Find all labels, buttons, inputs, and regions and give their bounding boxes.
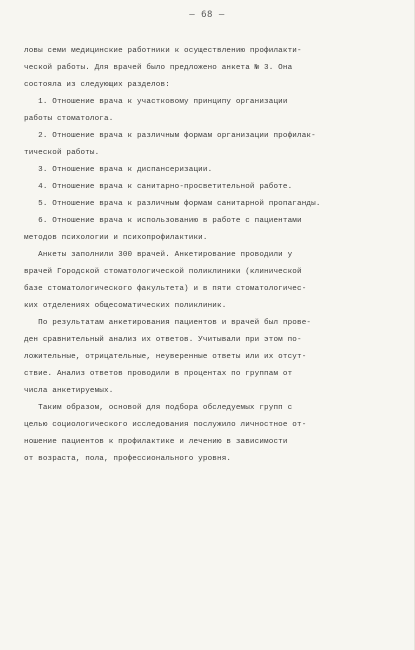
text-line: ношение пациентов к профилактике и лечению в зависимости [24, 438, 288, 446]
list-item: 4. Отношение врача к санитарно-просветительной работе. [24, 183, 293, 191]
text-line: ствие. Анализ ответов проводили в процентах по группам от [24, 370, 293, 378]
list-item: 5. Отношение врача к различным формам санитарной пропаганды. [24, 200, 321, 208]
text-line: тической работы. [24, 149, 100, 157]
text-line: числа анкетируемых. [24, 387, 114, 395]
text-line: работы стоматолога. [24, 115, 114, 123]
text-line: врачей Городской стоматологической поликлиники (клинической [24, 268, 302, 276]
text-line: целью социологического исследования послужило личностное от- [24, 421, 307, 429]
text-line: методов психологии и психопрофилактики. [24, 234, 208, 242]
paragraph-start: По результатам анкетирования пациентов и врачей был прове- [24, 319, 312, 327]
body-text [24, 43, 396, 468]
text-line: от возраста, пола, профессионального уровня. [24, 455, 232, 463]
text-line: состояла из следующих разделов: [24, 81, 170, 89]
text-line: ден сравнительный анализ их ответов. Учитывали при этом по- [24, 336, 302, 344]
text-line: ловы семи медицинские работники к осуществлению профилакти- [24, 47, 302, 55]
page-number: – 68 – [189, 10, 225, 20]
list-item: 3. Отношение врача к диспансеризации. [24, 166, 213, 174]
text-line: ких отделениях общесоматических поликлиник. [24, 302, 227, 310]
list-item: 1. Отношение врача к участковому принципу организации [24, 98, 288, 106]
paragraph-start: Таким образом, основой для подбора обследуемых групп с [24, 404, 293, 412]
text-line: ложительные, отрицательные, неуверенные ответы или их отсут- [24, 353, 307, 361]
text-line: базе стоматологического факультета) и в пяти стоматологичес- [24, 285, 307, 293]
list-item: 2. Отношение врача к различным формам организации профилак- [24, 132, 316, 140]
paragraph-start: Анкеты заполнили 300 врачей. Анкетирование проводили у [24, 251, 293, 259]
text-line: ческой работы. Для врачей было предложено анкета № 3. Она [24, 64, 293, 72]
list-item: 6. Отношение врача к использованию в работе с пациентами [24, 217, 302, 225]
